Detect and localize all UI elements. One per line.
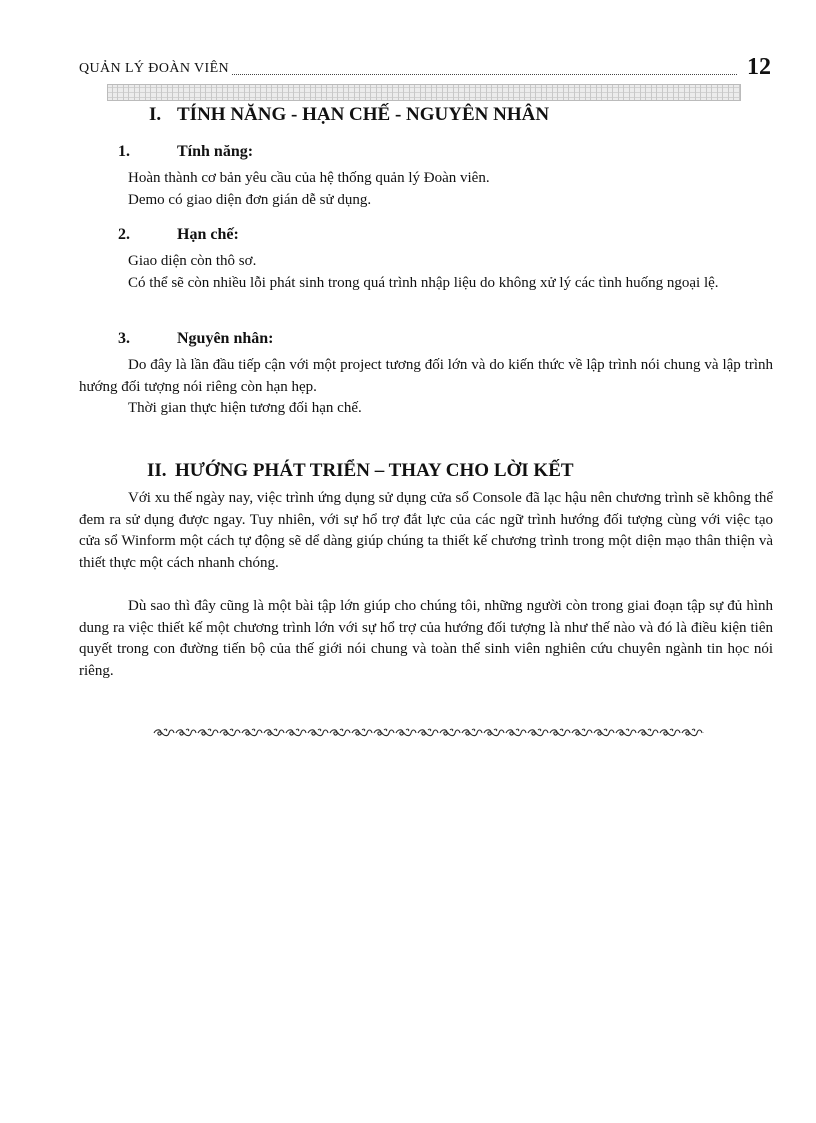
- paragraph: Giao diện còn thô sơ.: [128, 253, 257, 269]
- subsection-1-title: Tính năng:: [177, 143, 254, 160]
- header-dot-leader: [229, 74, 737, 75]
- paragraph: Do đây là lần đầu tiếp cận với một project tương đối lớn và do kiến thức về lập trình nói chung và lập trình hướng đối tượng nói riêng còn hạn hẹp.: [79, 357, 773, 395]
- subsection-3-heading: [118, 330, 273, 348]
- paragraph: Có thể sẽ còn nhiều lỗi phát sinh trong quá trình nhập liệu do không xử lý các tình huống ngoại lệ.: [128, 275, 719, 291]
- section-2-number: II.: [147, 460, 167, 481]
- decorative-divider: [153, 728, 704, 738]
- subsection-1-number: 1.: [118, 143, 130, 160]
- section-2-title: HƯỚNG PHÁT TRIỂN – THAY CHO LỜI KẾT: [175, 460, 574, 481]
- subsection-2-number: 2.: [118, 226, 130, 243]
- section-1-heading: [149, 104, 549, 126]
- paragraph: Dù sao thì đây cũng là một bài tập lớn giúp cho chúng tôi, những người còn trong giai đoạn tập sự đủ hình dung ra việc thiết kế một chương trình lớn với sự hổ trợ của hướng đối tượng là như thế nào và đó là điều kiện tiên quyết trong con đường tiến bộ của thế giới nói chung và toàn thể sinh viên nghiên cứu chuyên ngành tin học nói riêng.: [79, 598, 773, 680]
- subsection-1-heading: [118, 143, 253, 161]
- subsection-2-heading: [118, 226, 239, 244]
- page-number: 12: [747, 54, 771, 80]
- header-decorative-border: [107, 84, 741, 101]
- subsection-2-title: Hạn chế:: [177, 226, 239, 243]
- paragraph: Với xu thế ngày nay, việc trình ứng dụng sử dụng cửa sổ Console đã lạc hậu nên chương trình sẽ không thể đem ra sử dụng được ngay. Tuy nhiên, với sự hổ trợ đắt lực của các ngữ trình hướng đối tượng cùng với việc tạo cửa sổ Winform một cách tự động sẽ dể dàng giúp chúng ta thiết kế chương trình trong một diện mạo thân thiện và thiết thực một cách nhanh chóng.: [79, 490, 773, 572]
- subsection-3-title: Nguyên nhân:: [177, 330, 274, 347]
- section-1-number: I.: [149, 104, 162, 125]
- header-title: QUẢN LÝ ĐOÀN VIÊN: [79, 61, 230, 76]
- section-1-title: TÍNH NĂNG - HẠN CHẾ - NGUYÊN NHÂN: [177, 104, 550, 125]
- paragraph: Demo có giao diện đơn gián dễ sử dụng.: [128, 192, 372, 208]
- page-header: [79, 54, 771, 80]
- subsection-3-number: 3.: [118, 330, 130, 347]
- section-2-heading: [147, 460, 574, 482]
- paragraph: Thời gian thực hiện tương đối hạn chế.: [128, 400, 362, 416]
- paragraph: Hoàn thành cơ bản yêu cầu của hệ thống quản lý Đoàn viên.: [128, 170, 490, 186]
